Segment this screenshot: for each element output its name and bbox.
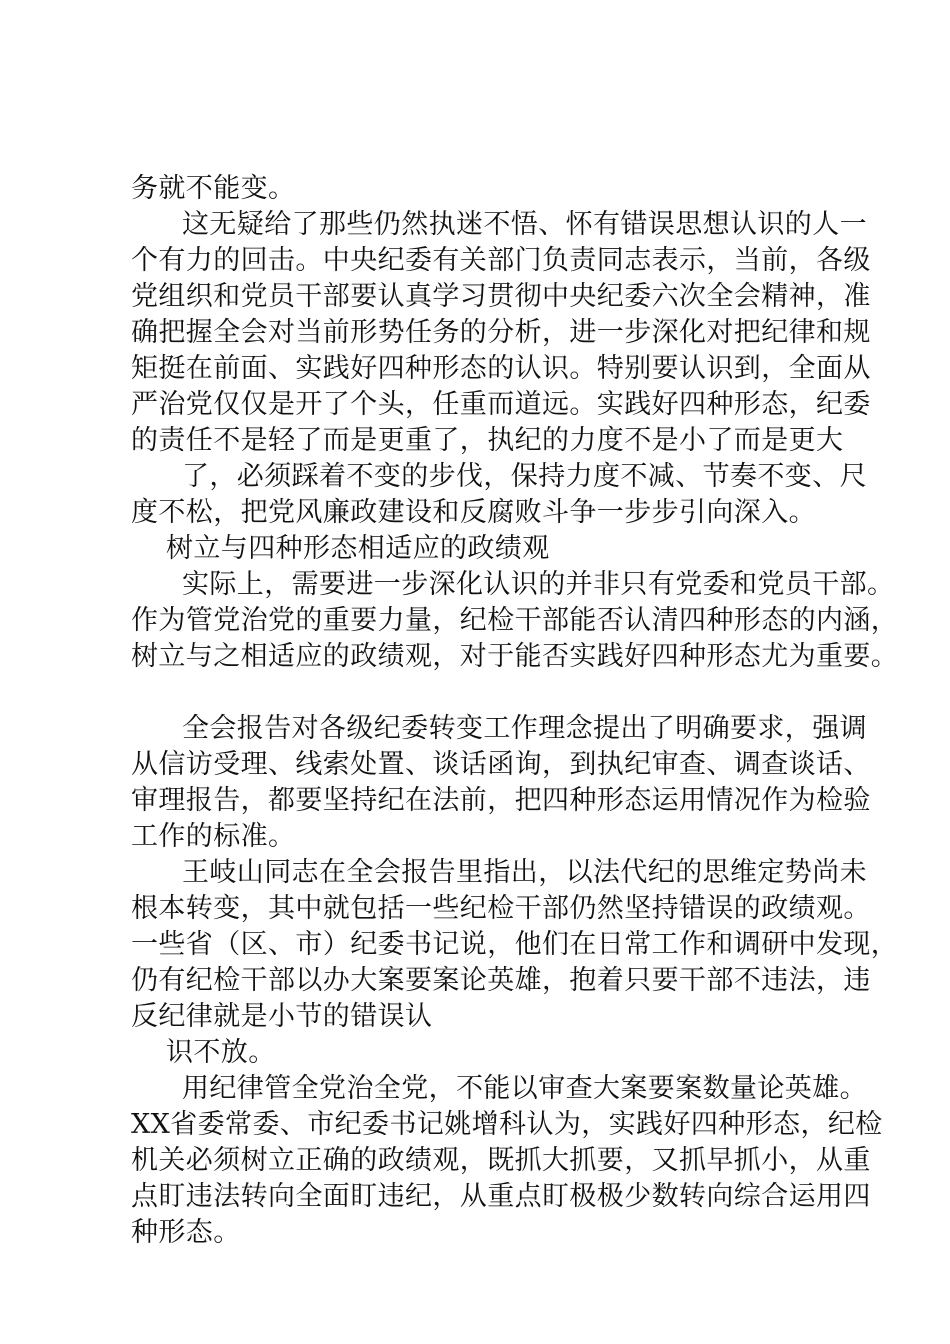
text-line: 作为管党治党的重要力量，纪检干部能否认清四种形态的内涵， xyxy=(131,605,899,636)
text-line: 一些省（区、市）纪委书记说，他们在日常工作和调研中发现， xyxy=(131,929,899,960)
text-line: 个有力的回击。中央纪委有关部门负责同志表示，当前，各级 xyxy=(131,245,871,276)
text-line: 点盯违法转向全面盯违纪，从重点盯极极少数转向综合运用四 xyxy=(131,1181,871,1212)
text-line: 机关必须树立正确的政绩观，既抓大抓要，又抓早抓小，从重 xyxy=(131,1145,871,1176)
text-line: 从信访受理、线索处置、谈话函询，到执纪审查、调查谈话、 xyxy=(131,749,871,780)
text-line: 识不放。 xyxy=(166,1037,276,1068)
text-line: 反纪律就是小节的错误认 xyxy=(131,1001,433,1032)
paragraph-first-line: 王岐山同志在全会报告里指出，以法代纪的思维定势尚未 xyxy=(182,857,867,888)
text-line: 务就不能变。 xyxy=(131,173,296,204)
text-line: 审理报告，都要坚持纪在法前，把四种形态运用情况作为检验 xyxy=(131,785,871,816)
text-line: 严治党仅仅是开了个头，任重而道远。实践好四种形态，纪委 xyxy=(131,389,871,420)
text-line: 矩挺在前面、实践好四种形态的认识。特别要认识到，全面从 xyxy=(131,353,871,384)
text-line: 确把握全会对当前形势任务的分析，进一步深化对把纪律和规 xyxy=(131,317,871,348)
text-line: 了，必须踩着不变的步伐，保持力度不减、节奏不变、尺 xyxy=(182,461,867,492)
text-line: 的责任不是轻了而是更重了，执纪的力度不是小了而是更大 xyxy=(131,425,844,456)
text-line: 种形态。 xyxy=(131,1217,241,1248)
text-line: 度不松，把党风廉政建设和反腐败斗争一步步引向深入。 xyxy=(131,497,816,528)
text-line: 根本转变，其中就包括一些纪检干部仍然坚持错误的政绩观。 xyxy=(131,893,871,924)
text-line: XX省委常委、市纪委书记姚增科认为，实践好四种形态，纪检 xyxy=(131,1109,883,1140)
text-line: 工作的标准。 xyxy=(131,821,296,852)
paragraph-first-line: 这无疑给了那些仍然执迷不悟、怀有错误思想认识的人一 xyxy=(182,209,867,240)
paragraph-first-line: 全会报告对各级纪委转变工作理念提出了明确要求，强调 xyxy=(182,713,867,744)
section-heading: 树立与四种形态相适应的政绩观 xyxy=(166,533,550,564)
paragraph-first-line: 用纪律管全党治全党，不能以审查大案要案数量论英雄。 xyxy=(182,1073,867,1104)
text-line: 树立与之相适应的政绩观，对于能否实践好四种形态尤为重要。 xyxy=(131,641,899,672)
text-line: 党组织和党员干部要认真学习贯彻中央纪委六次全会精神，准 xyxy=(131,281,871,312)
text-line: 仍有纪检干部以办大案要案论英雄，抱着只要干部不违法，违 xyxy=(131,965,871,996)
paragraph-first-line: 实际上，需要进一步深化认识的并非只有党委和党员干部。 xyxy=(182,569,895,600)
